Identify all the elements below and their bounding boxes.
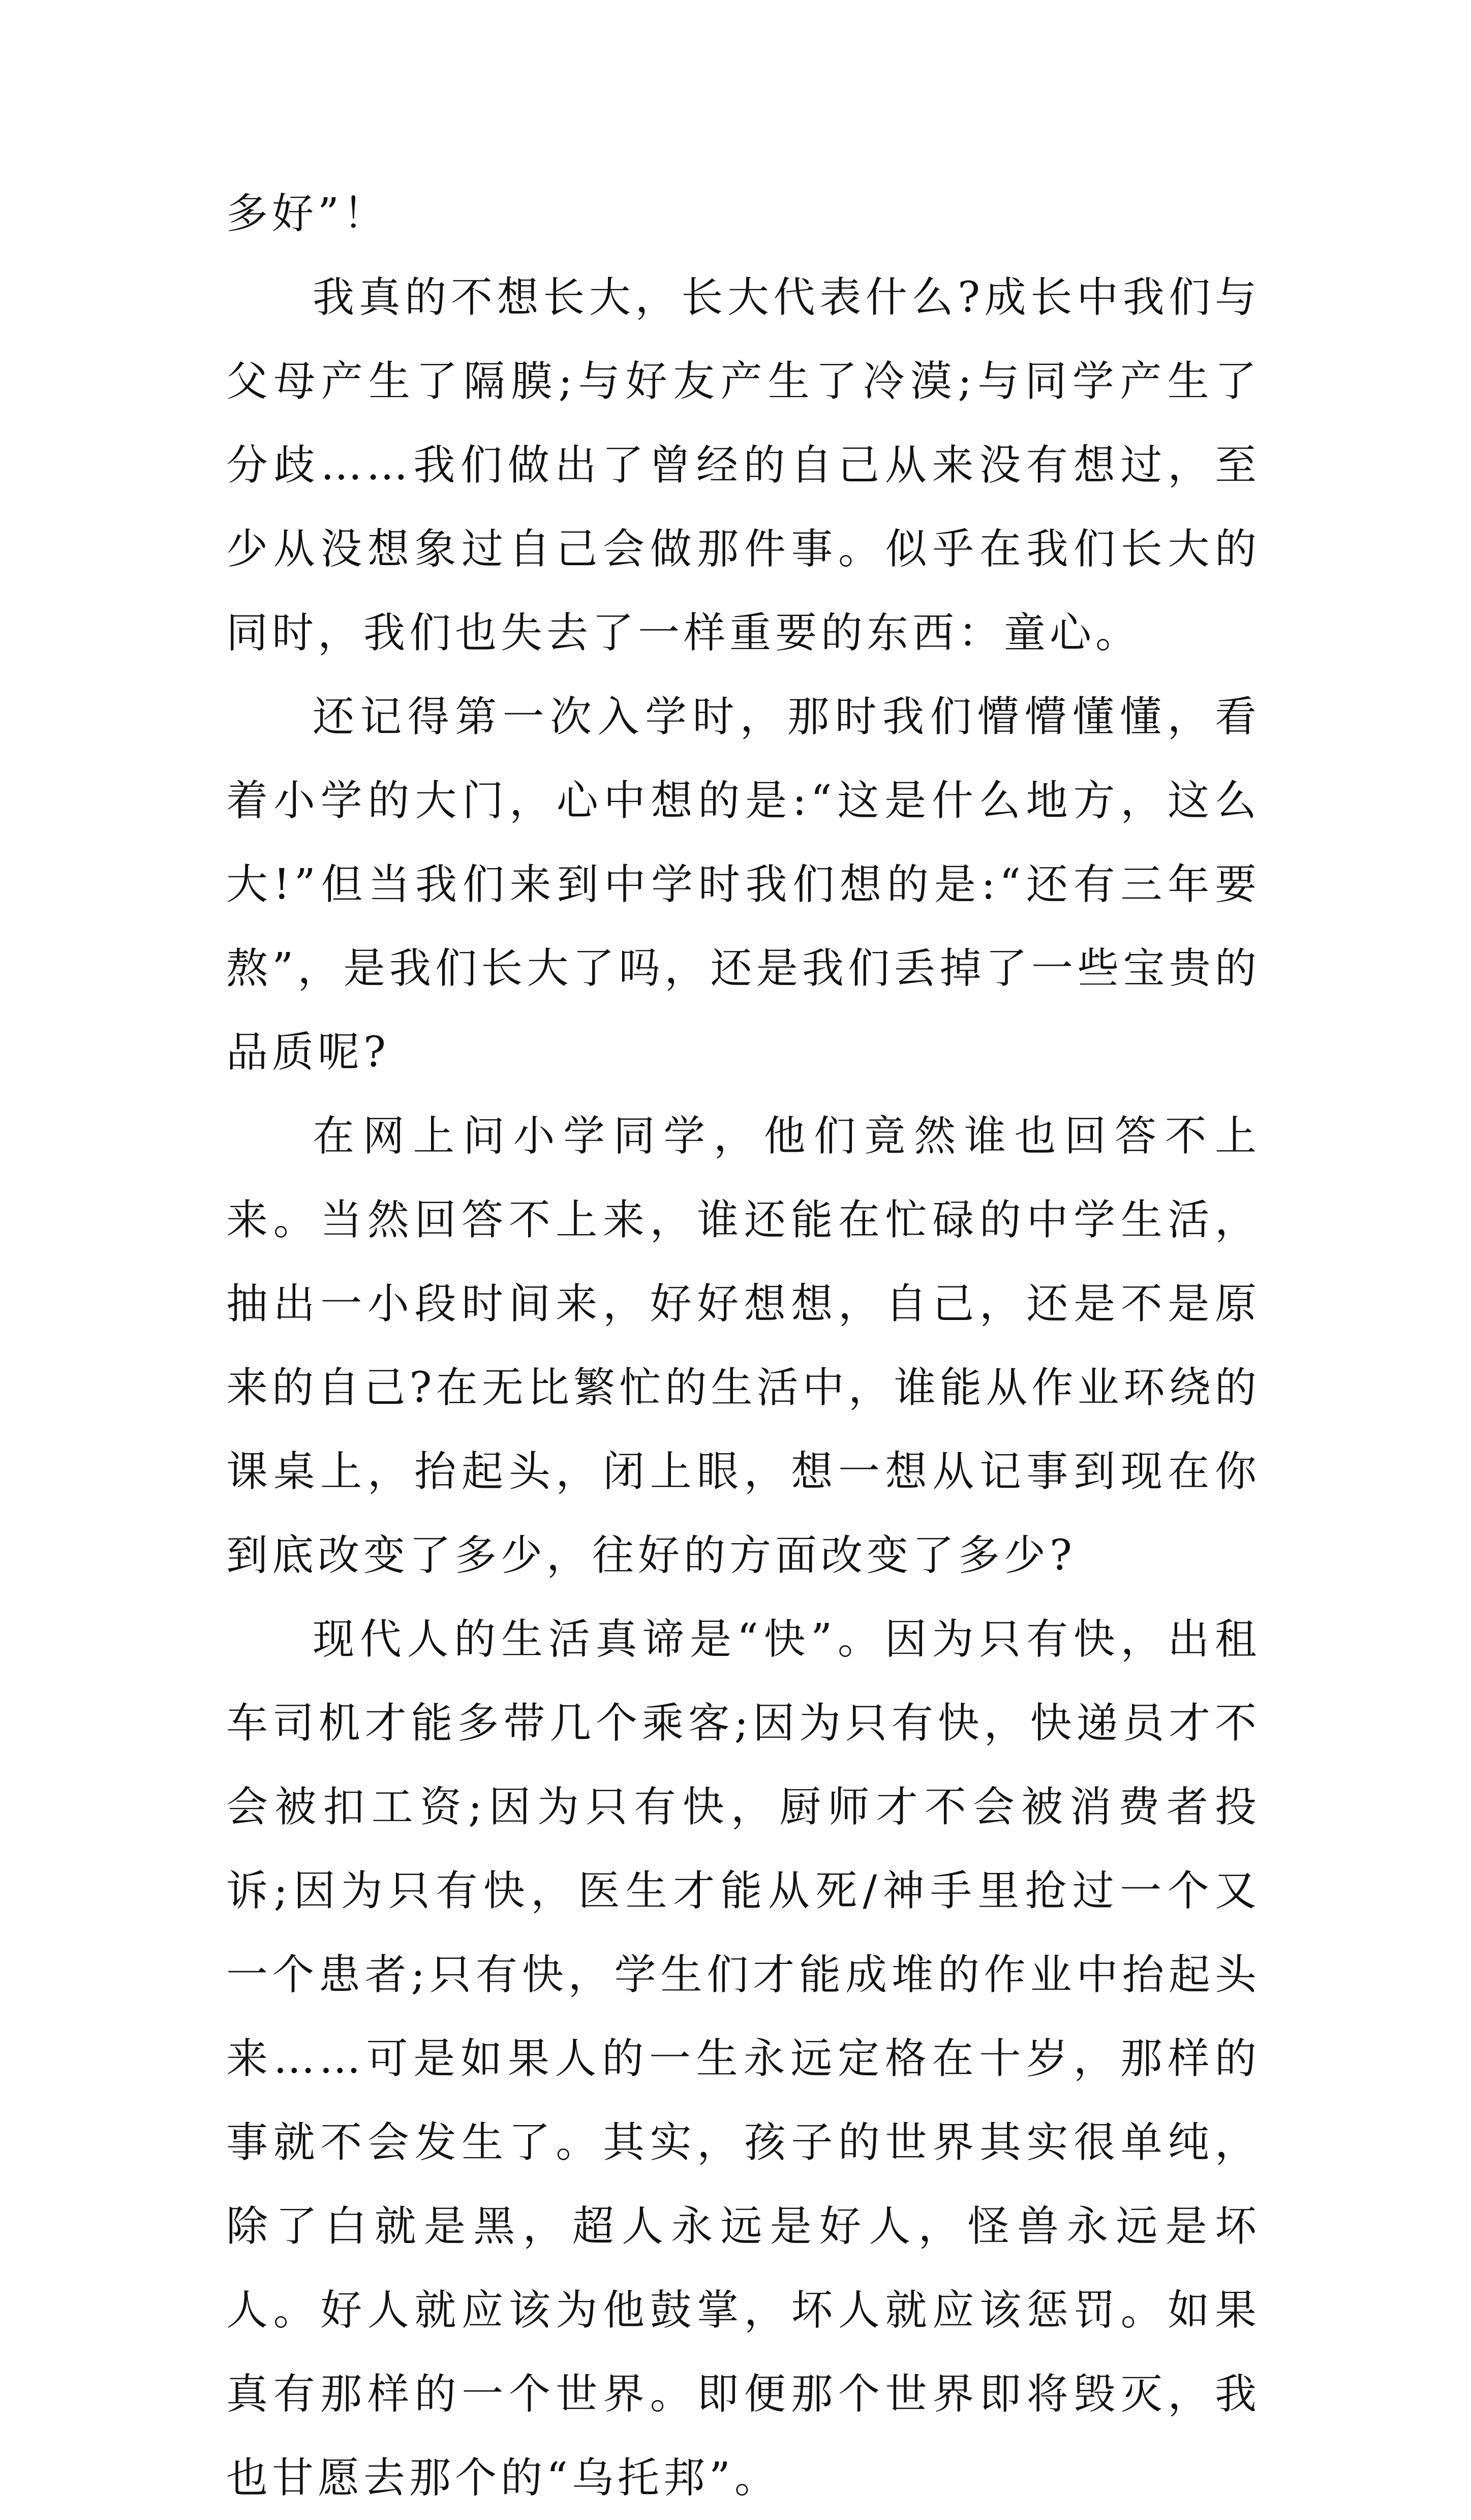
paragraph-4: 在网上问小学同学，他们竟然谁也回答不上来。当然回答不上来，谁还能在忙碌的中学生活，抽出一小段时间来，好好想想，自己，还是不是原来的自己?在无比繁忙的生活中，谁能从作业环绕的课桌上，抬起头，闭上眼，想一想从记事到现在你到底改变了多少，往好的方面改变了多少? bbox=[226, 1112, 1261, 1580]
essay-body bbox=[226, 172, 1261, 2520]
paragraph-5: 现代人的生活真谛是“快”。因为只有快，出租车司机才能多带几个乘客;因为只有快，快递员才不会被扣工资;因为只有快，厨师才不会被消费者投诉;因为只有快，医生才能从死/神手里抢过一个又一个患者;只有快，学生们才能成堆的作业中抬起头来……可是如果人的一生永远定格在十岁，那样的事就不会发生了。其实，孩子的世界其实很单纯，除了白就是黑，超人永远是好人，怪兽永远是坏人。好人就应该为他鼓掌，坏人就应该惩罚。如果真有那样的一个世界。即便那个世界即将毁灭，我也甘愿去那个的“乌托邦”。 bbox=[226, 1615, 1261, 2502]
paragraph-1: 多好”！ bbox=[226, 190, 389, 238]
paragraph-2: 我真的不想长大，长大代表什么?成长中我们与父母产生了隔膜;与好友产生了冷漠;与同学产生了分歧……我们做出了曾经的自己从来没有想过，至少从没想象过自己会做那件事。似乎在我们长大的同时，我们也失去了一样重要的东西：童心。 bbox=[226, 273, 1261, 657]
paragraph-3: 还记得第一次入学时，那时我们懵懵懂懂，看着小学的大门，心中想的是:“这是什么地方，这么大!”但当我们来到中学时我们想的是:“还有三年要熬”，是我们长大了吗，还是我们丢掉了一些宝贵的品质呢? bbox=[226, 693, 1261, 1077]
